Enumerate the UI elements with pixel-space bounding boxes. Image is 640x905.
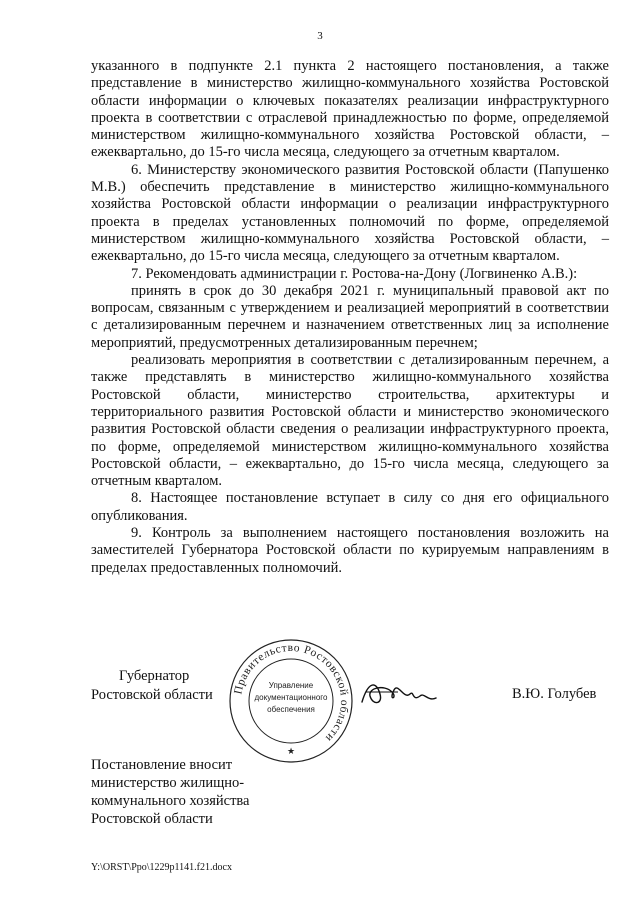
submitted-by-block [91,756,250,828]
page-number: 3 [317,30,323,42]
submitted-line: Ростовской области [91,811,213,827]
official-seal [228,638,354,764]
paragraph-item-8: 8. Настоящее постановление вступает в силу со дня его официального опубликования. [91,490,609,524]
submitted-line: министерство жилищно- [91,775,245,791]
seal-ring-text: Правительство Ростовской области [232,641,351,745]
signatory-region: Ростовской области [91,687,213,703]
document-body [91,58,609,577]
paragraph-item-7: 7. Рекомендовать администрации г. Ростова-на-Дону (Логвиненко А.В.): [131,265,578,282]
seal-center-line-1: Управление [268,681,314,690]
svg-text:★: ★ [286,746,296,756]
file-path: Y:\ORST\Ppo\1229p1141.f21.docx [91,862,232,873]
paragraph-item-7-b: реализовать мероприятия в соответствии с детализированным перечнем, а также представлять в министерство жилищно-коммунального хозяйства Ростовской области, министерство строительства, архитектуры и территориального развития Ростовской области и министерство экономического развития Ростовской области сведения о реализации инфраструктурного проекта, по форме, определяемой министерством жилищно-коммунального хозяйства Ростовской области, – ежеквартально, до 15-го числа месяца, следующего за отчетным кварталом. [91,352,609,490]
paragraph-item-7-a: принять в срок до 30 декабря 2021 г. муниципальный правовой акт по вопросам, связанным с утверждением и реализацией мероприятий в соответствии с детализированным перечнем и назначением ответственных лиц за исполнение мероприятий, предусмотренных детализированным перечнем; [91,282,609,351]
paragraph-continuation: указанного в подпункте 2.1 пункта 2 настоящего постановления, а также представление в министерство жилищно-коммунального хозяйства Ростовской области информации о ключевых показателях реализации инфраструктурного проекта в соответствии с отраслевой принадлежностью по форме, определяемой министерством жилищно-коммунального хозяйства Ростовской области, – ежеквартально, до 15-го числа месяца, следующего за отчетным кварталом. [91,58,609,161]
signatory-title-block [91,667,213,705]
seal-center-line-3: обеспечения [267,705,315,714]
submitted-line: Постановление вносит [91,757,233,773]
submitted-line: коммунального хозяйства [91,793,250,809]
signatory-name: В.Ю. Голубев [512,686,597,702]
paragraph-item-9: 9. Контроль за выполнением настоящего постановления возложить на заместителей Губернатора Ростовской области по курируемым направлениям в пределах предоставленных полномочий. [91,525,609,576]
paragraph-item-6: 6. Министерству экономического развития Ростовской области (Папушенко М.В.) обеспечить представление в министерство жилищно-коммунального хозяйства Ростовской области информации о реализации инфраструктурного проекта в пределах установленных полномочий по форме, определяемой министерством жилищно-коммунального хозяйства Ростовской области, – ежеквартально, до 15-го числа месяца, следующего за отчетным кварталом. [91,161,609,265]
handwritten-signature [358,672,458,714]
signatory-title: Губернатор [119,668,190,684]
seal-center-line-2: документационного [254,693,328,702]
